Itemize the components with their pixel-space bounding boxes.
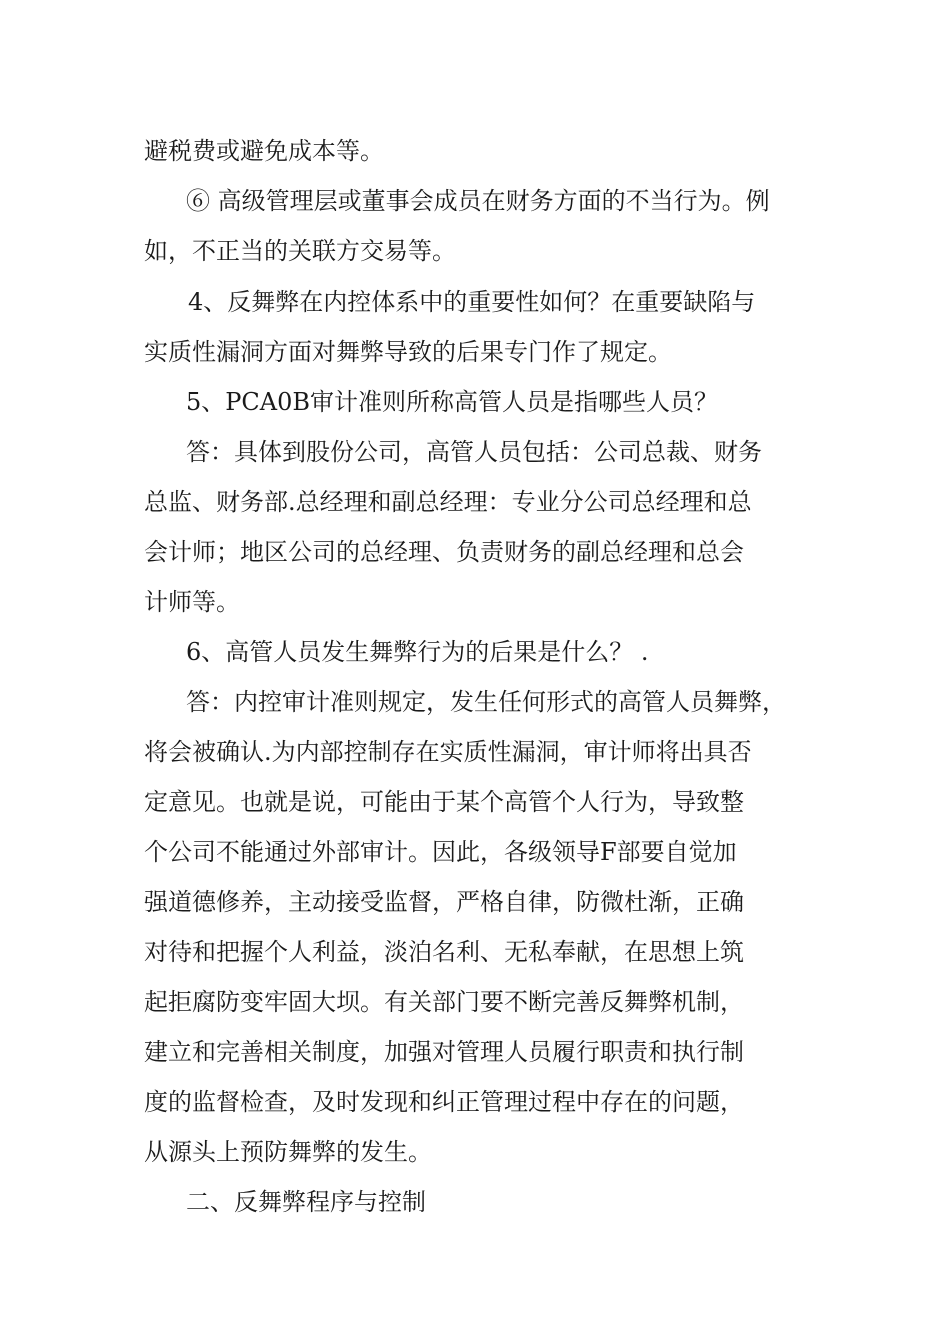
text-line: 4、反舞弊在内控体系中的重要性如何？在重要缺陷与	[188, 288, 756, 316]
text-line: 避税费或避免成本等。	[144, 137, 384, 165]
text-line: 从源头上预防舞弊的发生。	[144, 1138, 432, 1166]
text-line: 度的监督检查，及时发现和纠正管理过程中存在的问题，	[144, 1088, 744, 1116]
text-line: ⑥ 高级管理层或董事会成员在财务方面的不当行为。例	[186, 187, 770, 215]
text-line: 将会被确认.为内部控制存在实质性漏洞，审计师将出具否	[144, 738, 752, 766]
text-line: 5、PCA0B审计准则所称高管人员是指哪些人员？	[186, 388, 719, 416]
text-line: 如，不正当的关联方交易等。	[144, 237, 456, 265]
text-line: 个公司不能通过外部审计。因此，各级领导F部要自觉加	[144, 838, 737, 866]
text-line: 实质性漏洞方面对舞弊导致的后果专门作了规定。	[144, 338, 672, 366]
text-line: 会计师；地区公司的总经理、负责财务的副总经理和总会	[144, 538, 744, 566]
section-heading: 二、反舞弊程序与控制	[186, 1188, 426, 1216]
text-line: 计师等。	[144, 588, 240, 616]
text-line: 答：具体到股份公司，高管人员包括：公司总裁、财务	[186, 438, 762, 466]
text-line: 强道德修养，主动接受监督，严格自律，防微杜渐，正确	[144, 888, 744, 916]
text-line: 答：内控审计准则规定，发生任何形式的高管人员舞弊，	[186, 688, 786, 716]
text-line: 定意见。也就是说，可能由于某个高管个人行为，导致整	[144, 788, 744, 816]
text-line: 6、高管人员发生舞弊行为的后果是什么？ .	[186, 638, 649, 666]
text-line: 起拒腐防变牢固大坝。有关部门要不断完善反舞弊机制，	[144, 988, 744, 1016]
text-line: 对待和把握个人利益，淡泊名利、无私奉献，在思想上筑	[144, 938, 744, 966]
text-line: 建立和完善相关制度，加强对管理人员履行职责和执行制	[144, 1038, 744, 1066]
text-line: 总监、财务部.总经理和副总经理：专业分公司总经理和总	[144, 488, 752, 516]
